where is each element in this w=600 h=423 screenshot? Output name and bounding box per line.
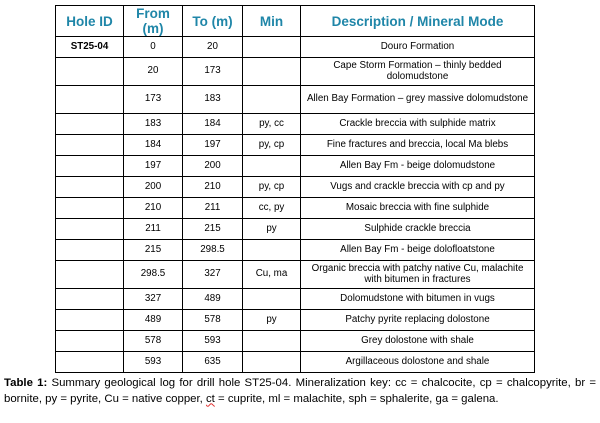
cell-from: 298.5 (124, 261, 183, 289)
cell-description: Sulphide crackle breccia (301, 219, 535, 240)
cell-hole-id (56, 198, 124, 219)
cell-description: Fine fractures and breccia, local Ma blebs (301, 135, 535, 156)
table-caption (4, 376, 596, 407)
table-row (56, 310, 535, 331)
cell-description: Organic breccia with patchy native Cu, malachite with bitumen in fractures (301, 261, 535, 289)
table-row (56, 135, 535, 156)
cell-description: Crackle breccia with sulphide matrix (301, 114, 535, 135)
table-row (56, 352, 535, 373)
cell-from: 578 (124, 331, 183, 352)
cell-to: 215 (183, 219, 243, 240)
table-row (56, 156, 535, 177)
cell-hole-id (56, 177, 124, 198)
cell-min: py, cp (243, 177, 301, 198)
caption-flagged-word: ct (205, 392, 215, 405)
cell-description: Cape Storm Formation – thinly bedded dolomudstone (301, 58, 535, 86)
header-to: To (m) (183, 6, 243, 37)
cell-min: Cu, ma (243, 261, 301, 289)
cell-from: 20 (124, 58, 183, 86)
cell-from: 327 (124, 289, 183, 310)
table-body (56, 37, 535, 373)
cell-hole-id (56, 86, 124, 114)
table-row (56, 240, 535, 261)
cell-to: 184 (183, 114, 243, 135)
cell-to: 173 (183, 58, 243, 86)
header-from: From (m) (124, 6, 183, 37)
cell-hole-id (56, 310, 124, 331)
table-row (56, 261, 535, 289)
cell-from: 211 (124, 219, 183, 240)
cell-hole-id (56, 58, 124, 86)
cell-to: 578 (183, 310, 243, 331)
cell-description: Grey dolostone with shale (301, 331, 535, 352)
cell-description: Allen Bay Fm - beige dolofloatstone (301, 240, 535, 261)
cell-description: Vugs and crackle breccia with cp and py (301, 177, 535, 198)
cell-description: Dolomudstone with bitumen in vugs (301, 289, 535, 310)
cell-hole-id (56, 114, 124, 135)
cell-min: py, cc (243, 114, 301, 135)
cell-min: cc, py (243, 198, 301, 219)
table-row (56, 58, 535, 86)
cell-min (243, 156, 301, 177)
cell-to: 593 (183, 331, 243, 352)
caption-text-before: Summary geological log for drill hole ST25-04. Mineralization key: cc = chalcocite, cp = chalcopyrite, br = bornite, py = pyrite, Cu = native copper, (4, 377, 596, 405)
header-row (56, 6, 535, 37)
cell-from: 200 (124, 177, 183, 198)
table-row (56, 198, 535, 219)
cell-from: 0 (124, 37, 183, 58)
cell-min (243, 86, 301, 114)
cell-hole-id: ST25-04 (56, 37, 124, 58)
cell-to: 489 (183, 289, 243, 310)
cell-description: Allen Bay Formation – grey massive dolomudstone (301, 86, 535, 114)
table-row (56, 219, 535, 240)
cell-to: 20 (183, 37, 243, 58)
cell-from: 593 (124, 352, 183, 373)
table-row (56, 37, 535, 58)
table-row (56, 331, 535, 352)
geological-log-table (55, 5, 535, 373)
cell-min: py (243, 310, 301, 331)
cell-to: 183 (183, 86, 243, 114)
cell-description: Argillaceous dolostone and shale (301, 352, 535, 373)
cell-from: 173 (124, 86, 183, 114)
cell-description: Douro Formation (301, 37, 535, 58)
cell-to: 210 (183, 177, 243, 198)
table-row (56, 289, 535, 310)
cell-min (243, 289, 301, 310)
cell-from: 215 (124, 240, 183, 261)
cell-hole-id (56, 135, 124, 156)
cell-hole-id (56, 289, 124, 310)
cell-hole-id (56, 240, 124, 261)
cell-to: 200 (183, 156, 243, 177)
cell-to: 635 (183, 352, 243, 373)
cell-hole-id (56, 331, 124, 352)
cell-min (243, 37, 301, 58)
cell-hole-id (56, 352, 124, 373)
cell-min: py, cp (243, 135, 301, 156)
cell-min (243, 240, 301, 261)
cell-description: Allen Bay Fm - beige dolomudstone (301, 156, 535, 177)
cell-from: 210 (124, 198, 183, 219)
header-min: Min (243, 6, 301, 37)
cell-to: 197 (183, 135, 243, 156)
cell-min: py (243, 219, 301, 240)
table-row (56, 114, 535, 135)
cell-to: 327 (183, 261, 243, 289)
cell-description: Mosaic breccia with fine sulphide (301, 198, 535, 219)
cell-to: 298.5 (183, 240, 243, 261)
cell-from: 184 (124, 135, 183, 156)
caption-label: Table 1: (4, 377, 48, 389)
cell-hole-id (56, 261, 124, 289)
cell-min (243, 352, 301, 373)
header-hole-id: Hole ID (56, 6, 124, 37)
cell-from: 197 (124, 156, 183, 177)
table-row (56, 86, 535, 114)
cell-to: 211 (183, 198, 243, 219)
cell-hole-id (56, 219, 124, 240)
caption-text-after: = cuprite, ml = malachite, sph = sphalerite, ga = galena. (214, 392, 499, 405)
cell-min (243, 58, 301, 86)
header-description: Description / Mineral Mode (301, 6, 535, 37)
cell-min (243, 331, 301, 352)
cell-hole-id (56, 156, 124, 177)
cell-from: 183 (124, 114, 183, 135)
table-row (56, 177, 535, 198)
cell-from: 489 (124, 310, 183, 331)
cell-description: Patchy pyrite replacing dolostone (301, 310, 535, 331)
